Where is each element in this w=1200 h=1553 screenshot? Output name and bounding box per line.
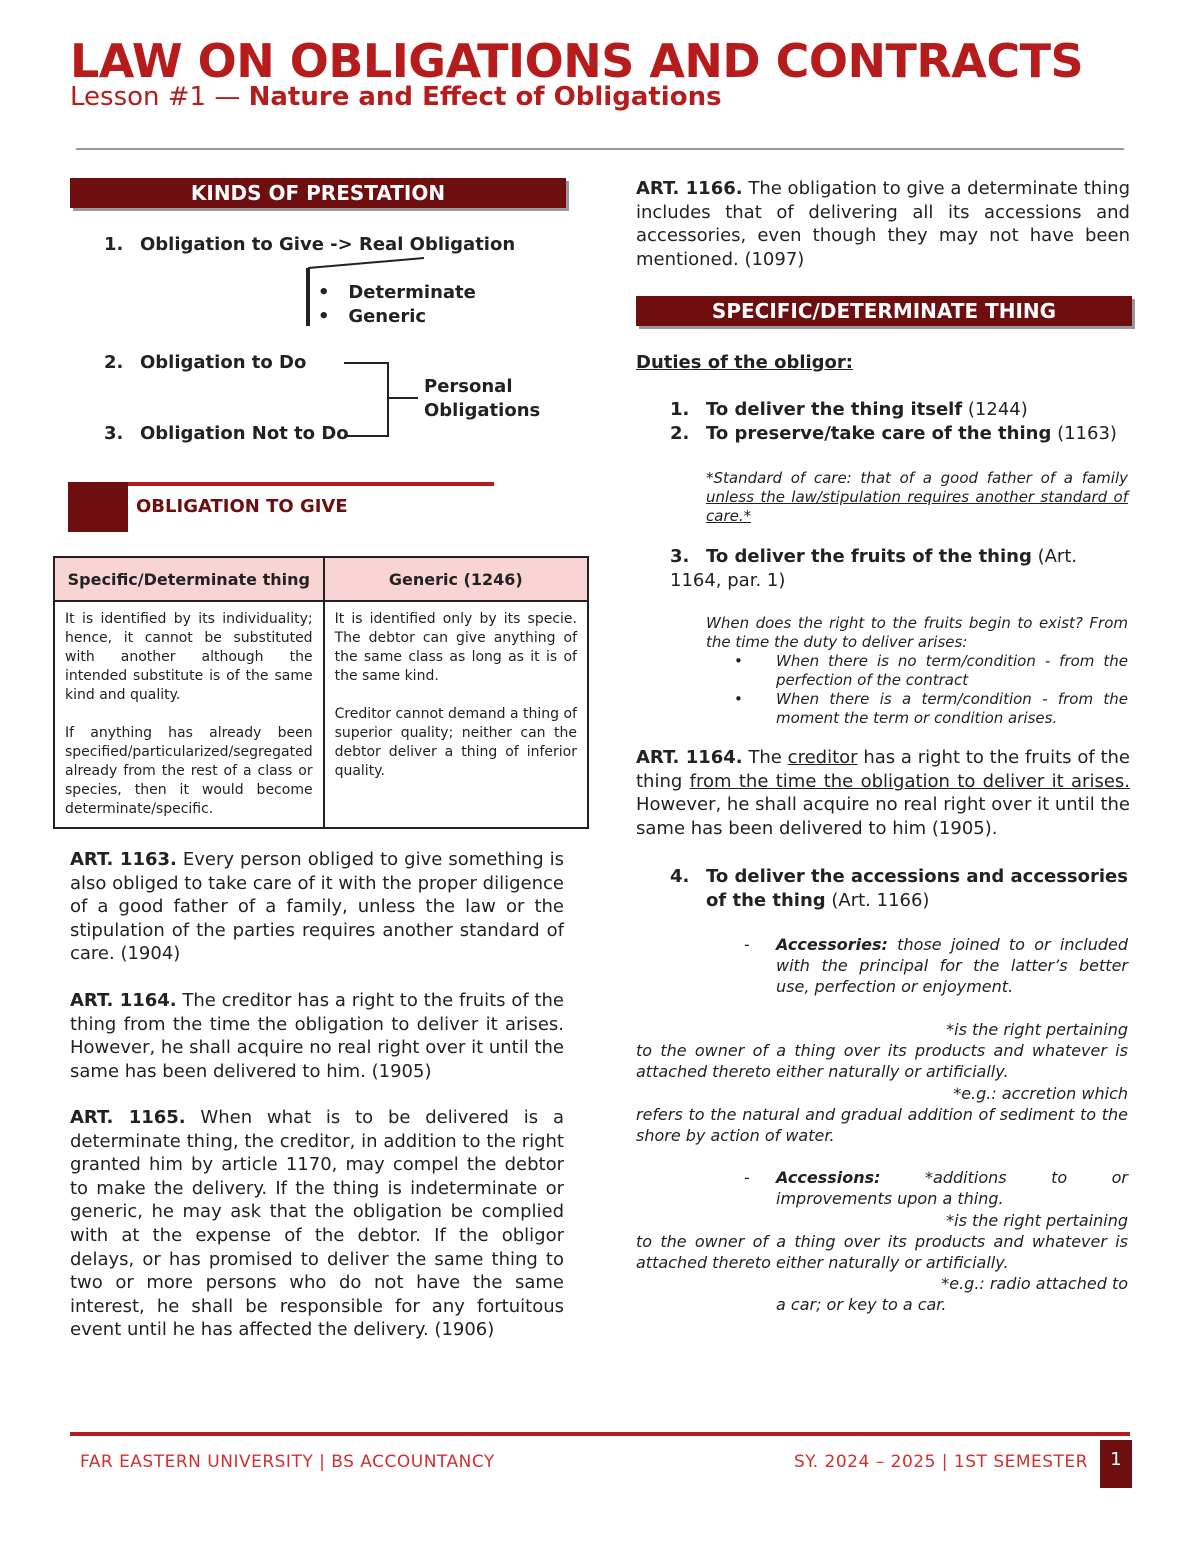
footer-semester: SY. 2024 – 2025 | 1ST SEMESTER	[794, 1452, 1088, 1472]
duty-4-ref: (Art. 1166)	[825, 890, 930, 911]
document-title: LAW ON OBLIGATIONS AND CONTRACTS	[70, 34, 1084, 88]
accessories-body	[744, 934, 1128, 997]
accessions-example-a: *e.g.: radio attached to	[941, 1274, 1128, 1293]
table-cell-text: If anything has already been specified/particularized/segregated already from the rest of a class or species, then it would become determinate/specific.	[65, 725, 313, 817]
table-cell-generic	[324, 601, 588, 828]
art-1166-label: ART. 1166.	[636, 178, 743, 199]
sub-item-determinate-label: Determinate	[348, 282, 476, 303]
bullet-icon: •	[734, 690, 743, 708]
art-1164-right-label: ART. 1164.	[636, 747, 743, 768]
section-marker	[68, 482, 128, 532]
duty-3-number: 3.	[670, 546, 690, 567]
table-header-generic: Generic (1246)	[324, 557, 588, 601]
standard-of-care-a: *Standard of care: that of a good father of a family	[706, 469, 1128, 487]
duty-3-label: To deliver the fruits of the thing	[706, 546, 1032, 567]
accessions-body	[744, 1167, 1128, 1209]
accessories-example-a: *e.g.: accretion which	[953, 1084, 1128, 1103]
art-1164-right-underlined: from the time the obligation to deliver it arises.	[689, 770, 1131, 792]
accessories-def: those joined to or included with the principal for the latter’s better use, perfection or enjoyment.	[776, 935, 1128, 996]
duty-1-label: To deliver the thing itself	[706, 399, 963, 420]
accessories-label: Accessories:	[776, 935, 888, 954]
accessions-note	[636, 1210, 1128, 1273]
duty-item-3	[670, 545, 1130, 593]
table-header-row	[54, 557, 588, 601]
table-cell-specific	[54, 601, 324, 828]
art-1165	[70, 1106, 564, 1342]
kind-item-2-number: 2.	[104, 352, 124, 373]
accessions-note-a: *is the right pertaining	[946, 1211, 1128, 1230]
accessories-block	[744, 934, 1128, 997]
fruits-bullet-2	[734, 690, 1128, 728]
kind-item-3-number: 3.	[104, 423, 124, 444]
kind-item-3	[104, 423, 349, 444]
duty-2-number: 2.	[670, 423, 690, 444]
standard-of-care-b: unless the law/stipulation requires another standard of care.*	[706, 488, 1128, 525]
art-1164-right-b: has a right to the fruits of the thing	[636, 747, 1130, 792]
lesson-title: Nature and Effect of Obligations	[248, 82, 722, 112]
personal-obligations-line1: Personal	[424, 376, 513, 397]
table-cell-text: It is identified by its individuality; hence, it cannot be substituted with another although the intended substitute is of the same kind and quality.	[65, 611, 313, 703]
art-1164-right	[636, 746, 1130, 840]
fruits-bullet-2-text: When there is a term/condition - from the moment the term or condition arises.	[776, 690, 1128, 727]
accessions-block	[744, 1167, 1128, 1209]
accessories-note	[636, 1019, 1128, 1082]
section-header-rule	[128, 482, 494, 486]
page-number: 1	[1100, 1440, 1132, 1488]
kind-item-1-label: Obligation to Give -> Real Obligation	[140, 234, 516, 255]
fruits-bullet-1-text: When there is no term/condition - from the perfection of the contract	[776, 652, 1128, 689]
bullet-icon: •	[318, 282, 349, 303]
kind-item-2-label: Obligation to Do	[140, 352, 307, 373]
accessories-note-b: to the owner of a thing over its products and whatever is attached thereto either naturally or artificially.	[636, 1041, 1128, 1081]
art-1164-right-a: The	[742, 747, 788, 768]
table-cell-text: It is identified only by its specie. The debtor can give anything of the same class as long as it is of the same kind.	[334, 611, 577, 684]
duty-3-ref: (Art. 1164, par. 1)	[670, 546, 1078, 591]
art-1165-label: ART. 1165.	[70, 1107, 186, 1128]
table-row	[54, 601, 588, 828]
personal-obligations-line2: Obligations	[424, 400, 541, 421]
duties-heading: Duties of the obligor:	[636, 352, 853, 373]
duty-1-ref: (1244)	[962, 399, 1028, 420]
accessories-example	[636, 1083, 1128, 1146]
duty-4-body	[670, 865, 1130, 913]
kind-item-1	[104, 234, 515, 255]
obligation-to-give-header: OBLIGATION TO GIVE	[136, 496, 348, 517]
art-1166	[636, 177, 1130, 271]
duty-4-number: 4.	[670, 866, 690, 887]
fruits-question: When does the right to the fruits begin to exist? From the time the duty to deliver arises:	[706, 614, 1128, 651]
kinds-of-prestation-header: KINDS OF PRESTATION	[70, 178, 566, 208]
art-1166-text: The obligation to give a determinate thing includes that of delivering all its accessions and accessories, even though they may not have been mentioned. (1097)	[636, 178, 1130, 270]
sub-item-generic	[318, 306, 426, 327]
art-1164-right-c: However, he shall acquire no real right over it until the same has been delivered to him (1905).	[636, 794, 1130, 839]
duty-4-label: To deliver the accessions and accessories of the thing	[706, 866, 1128, 911]
sub-item-generic-label: Generic	[348, 306, 427, 327]
duty-1-number: 1.	[670, 399, 690, 420]
table-header-specific: Specific/Determinate thing	[54, 557, 324, 601]
duty-2-ref: (1163)	[1051, 423, 1117, 444]
art-1164-text: The creditor has a right to the fruits of the thing from the time the obligation to deliver it arises. However, he shall acquire no real right over it until the same has been delivered to him. (1905)	[70, 990, 564, 1082]
bullet-icon: •	[734, 652, 743, 670]
comparison-table	[53, 556, 589, 829]
footer-school: FAR EASTERN UNIVERSITY | BS ACCOUNTANCY	[80, 1452, 495, 1472]
art-1163-text: Every person obliged to give something is also obliged to take care of it with the proper diligence of a good father of a family, unless the law or the stipulation of the parties requires another standard of care. (1904)	[70, 849, 564, 965]
duty-item-1	[670, 399, 1028, 420]
art-1164-right-creditor: creditor	[787, 747, 858, 768]
dash-icon: -	[744, 935, 750, 954]
art-1163-label: ART. 1163.	[70, 849, 177, 870]
footer-divider	[70, 1432, 1130, 1436]
accessions-label: Accessions:	[776, 1168, 881, 1187]
dash-icon: -	[744, 1168, 750, 1187]
specific-thing-header: SPECIFIC/DETERMINATE THING	[636, 296, 1132, 326]
kind-item-1-number: 1.	[104, 234, 124, 255]
art-1164-label: ART. 1164.	[70, 990, 177, 1011]
header-divider	[76, 148, 1124, 150]
sub-item-determinate	[318, 282, 476, 303]
accessories-note-a: *is the right pertaining	[946, 1020, 1128, 1039]
accessions-example-b: a car; or key to a car.	[776, 1295, 947, 1314]
art-1165-text: When what is to be delivered is a determinate thing, the creditor, in addition to the right granted him by article 1170, may compel the debtor to make the delivery. If the thing is indeterminate or generic, he may ask that the obligation be complied with at the expense of the debtor. If the obligor delays, or has promised to deliver the same thing to two or more persons who do not have the same interest, he shall be responsible for any fortuitous event until he has affected the delivery. (1906)	[70, 1107, 564, 1341]
standard-of-care-note	[706, 469, 1128, 526]
accessions-note-b: to the owner of a thing over its products and whatever is attached thereto either naturally or artificially.	[636, 1232, 1128, 1272]
kind-item-3-label: Obligation Not to Do	[140, 423, 349, 444]
duty-item-2	[670, 423, 1117, 444]
duty-item-4	[670, 865, 1130, 913]
accessions-def: *additions to or improvements upon a thing.	[776, 1168, 1128, 1208]
table-cell-text: Creditor cannot demand a thing of superior quality; neither can the debtor deliver a thing of inferior quality.	[334, 706, 577, 779]
kind-item-2	[104, 352, 306, 373]
art-1164-left	[70, 989, 564, 1083]
duty-2-label: To preserve/take care of the thing	[706, 423, 1052, 444]
fruits-bullet-1	[734, 652, 1128, 690]
personal-obligations-bracket	[340, 356, 420, 446]
lesson-subtitle	[70, 82, 722, 112]
art-1163	[70, 848, 564, 966]
lesson-prefix: Lesson #1 —	[70, 82, 249, 112]
accessories-example-b: refers to the natural and gradual addition of sediment to the shore by action of water.	[636, 1105, 1128, 1145]
bullet-icon: •	[318, 306, 349, 327]
accessions-example	[776, 1273, 1128, 1315]
